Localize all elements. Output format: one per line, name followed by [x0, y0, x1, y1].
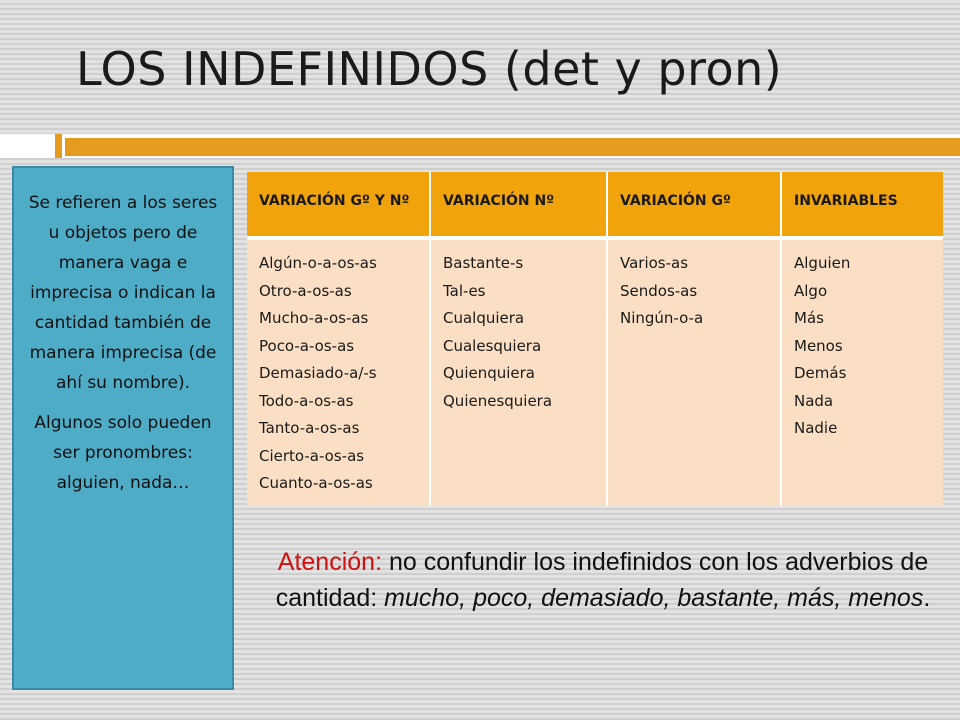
slide-title: LOS INDEFINIDOS (det y pron)	[76, 42, 783, 96]
list-item: Menos	[794, 336, 843, 355]
list-item: Algo	[794, 281, 828, 300]
list-item: Quienesquiera	[443, 391, 553, 410]
table-header-row	[247, 172, 943, 238]
header-invariables: INVARIABLES	[781, 172, 943, 238]
list-item: Nada	[794, 391, 834, 410]
list-item: Otro-a-os-as	[259, 281, 352, 300]
sidebar-definition: Se refieren a los seres u objetos pero de manera vaga e imprecisa o indican la cantidad también de manera imprecisa (de ahí su nombre).	[28, 193, 218, 393]
list-item: Cierto-a-os-as	[259, 446, 365, 465]
list-item: Bastante-s	[443, 254, 524, 272]
list-item: Cuanto-a-os-as	[259, 474, 373, 492]
list-item: Cualquiera	[443, 309, 525, 327]
list-item: Alguien	[794, 254, 851, 272]
list-item: Todo-a-os-as	[259, 391, 354, 410]
list-item: Más	[794, 309, 824, 327]
cell-variacion-genero-numero	[247, 238, 430, 506]
sidebar-panel	[12, 166, 234, 690]
sidebar-pronoun-note: Algunos solo pueden ser pronombres: alguien, nada…	[34, 413, 212, 493]
list-item: Tanto-a-os-as	[259, 419, 360, 437]
list-item: Demasiado-a/-s	[259, 364, 377, 382]
attention-end: .	[923, 584, 931, 612]
attention-note	[268, 544, 938, 616]
cell-invariables	[781, 238, 943, 506]
list-item: Nadie	[794, 419, 838, 437]
list-item: Varios-as	[620, 254, 689, 272]
indefinidos-table	[247, 172, 943, 506]
attention-examples: mucho, poco, demasiado, bastante, más, menos	[384, 584, 924, 612]
list-item: Mucho-a-os-as	[259, 309, 369, 327]
title-divider-left	[0, 134, 55, 158]
table-row	[247, 238, 943, 506]
list-item: Tal-es	[443, 281, 486, 300]
list-item: Cualesquiera	[443, 336, 542, 355]
header-variacion-numero: VARIACIÓN Nº	[430, 172, 607, 238]
list-item: Sendos-as	[620, 281, 698, 300]
attention-text: no confundir los indefinidos con los adverbios de cantidad:	[275, 548, 929, 612]
list-item: Demás	[794, 364, 847, 382]
list-item: Algún-o-a-os-as	[259, 254, 377, 272]
list-item: Ningún-o-a	[620, 309, 704, 327]
header-variacion-genero-numero: VARIACIÓN Gº Y Nº	[247, 172, 430, 238]
list-item: Quienquiera	[443, 364, 535, 382]
title-divider-bar	[62, 134, 960, 158]
attention-label: Atención:	[277, 548, 383, 576]
list-item: Poco-a-os-as	[259, 336, 355, 355]
header-variacion-genero: VARIACIÓN Gº	[607, 172, 781, 238]
title-divider-accent	[55, 134, 62, 158]
cell-variacion-numero	[430, 238, 607, 506]
cell-variacion-genero	[607, 238, 781, 506]
